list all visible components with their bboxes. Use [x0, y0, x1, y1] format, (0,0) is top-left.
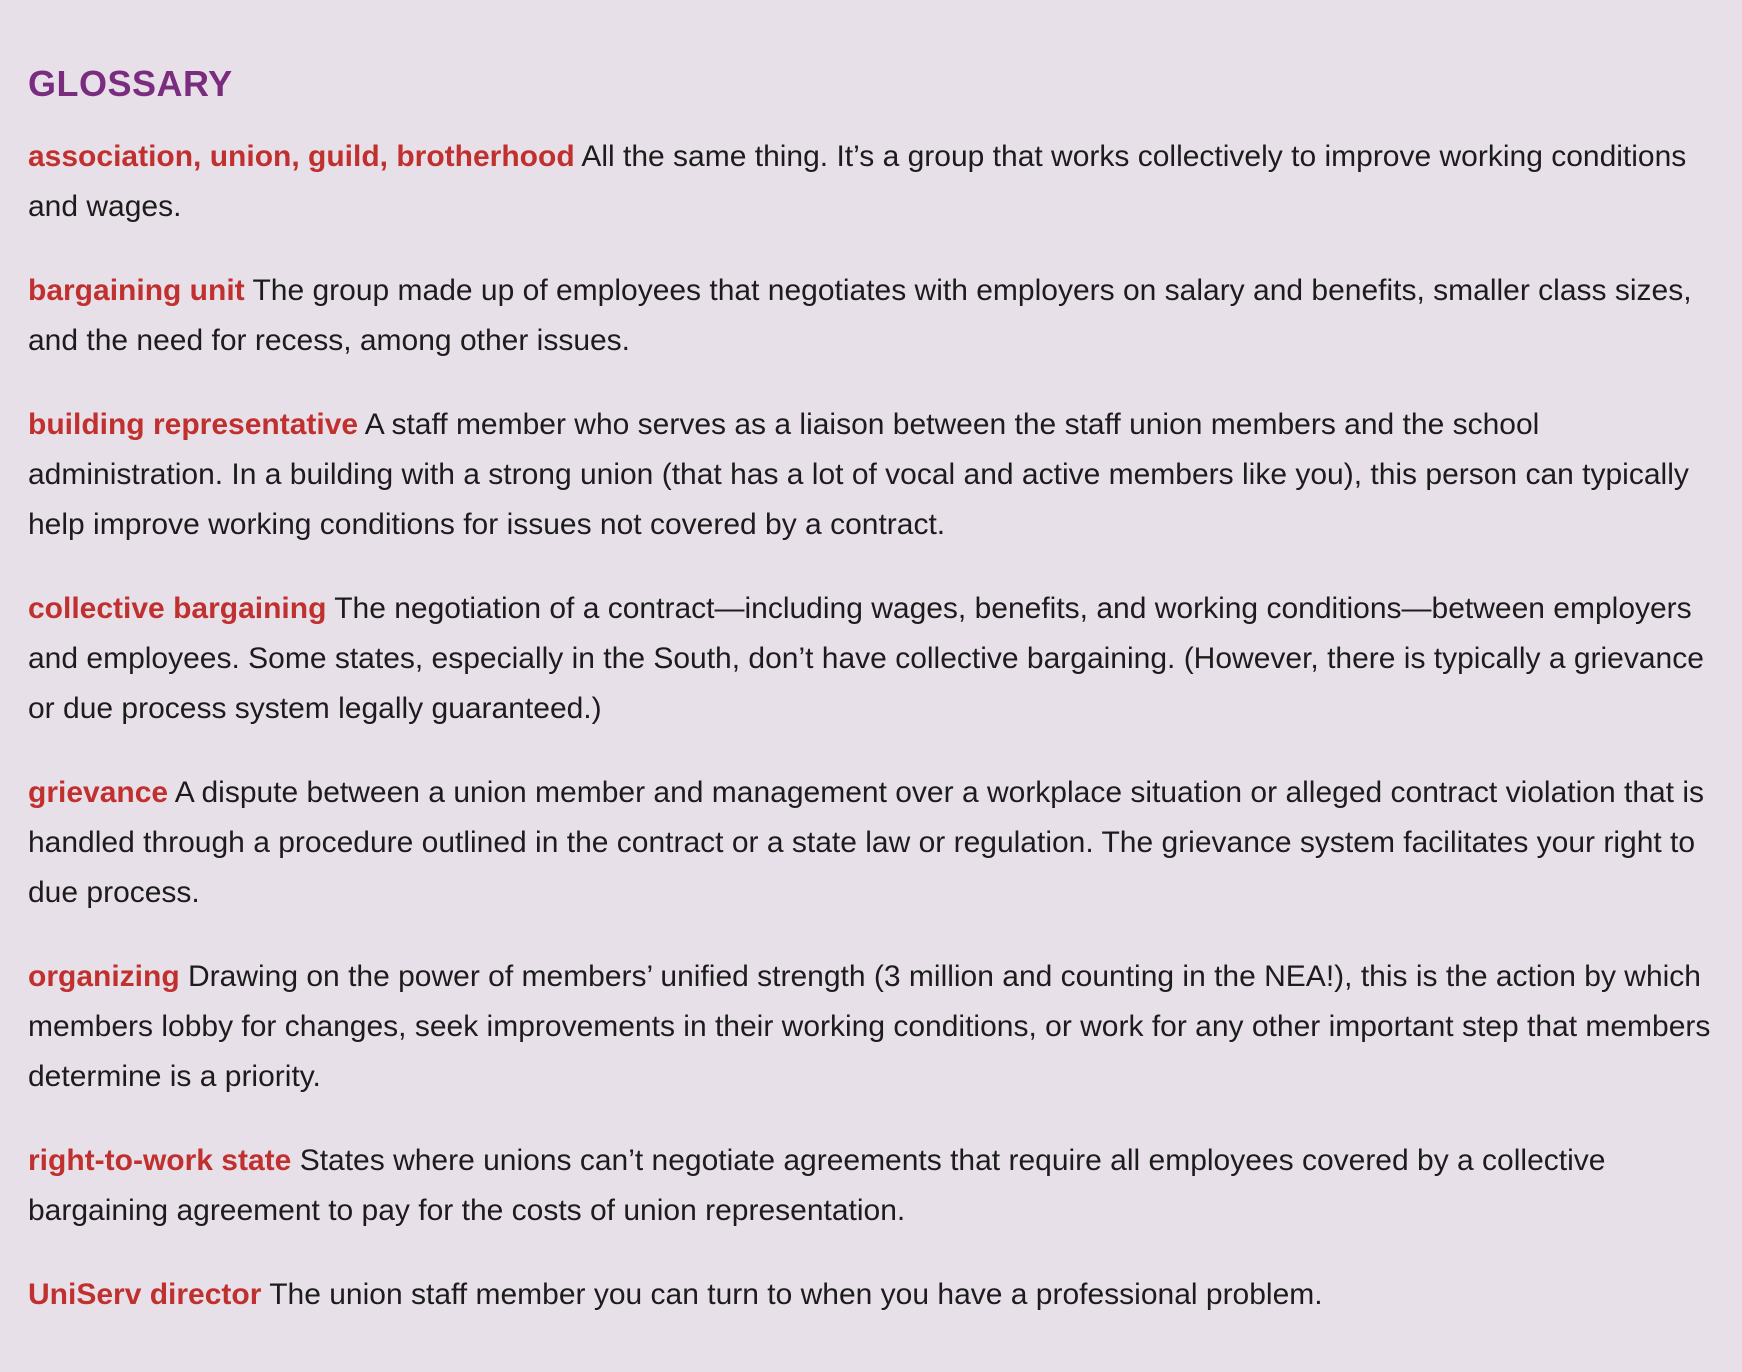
glossary-definition: A dispute between a union member and management over a workplace situation or alleged contract violation that is handled through a procedure outlined in the contract or a state law or regulation. The grievance system facilitates your right to due process. — [28, 776, 1705, 909]
glossary-term: association, union, guild, brotherhood — [28, 140, 575, 173]
glossary-entry — [28, 1270, 1714, 1320]
glossary-term: building representative — [28, 408, 359, 441]
glossary-definition: A staff member who serves as a liaison between the staff union members and the school administration. In a building with a strong union (that has a lot of vocal and active members like you), this person can typically help improve working conditions for issues not covered by a contract. — [28, 408, 1689, 541]
glossary-definition: States where unions can’t negotiate agreements that require all employees covered by a collective bargaining agreement to pay for the costs of union representation. — [28, 1144, 1606, 1227]
glossary-entry — [28, 1136, 1714, 1236]
glossary-entry — [28, 132, 1714, 232]
glossary-definition: Drawing on the power of members’ unified strength (3 million and counting in the NEA!), this is the action by which members lobby for changes, seek improvements in their working conditions, or work for any other important step that members determine is a priority. — [28, 960, 1711, 1093]
glossary-title: GLOSSARY — [28, 63, 233, 104]
glossary-entry — [28, 400, 1714, 550]
glossary-definition: The negotiation of a contract—including wages, benefits, and working conditions—between employers and employees. Some states, especially in the South, don’t have collective bargaining. (However, there is typically a grievance or due process system legally guaranteed.) — [28, 592, 1704, 725]
glossary-definition: All the same thing. It’s a group that works collectively to improve working conditions and wages. — [28, 140, 1687, 223]
glossary-entry — [28, 584, 1714, 734]
glossary-term: UniServ director — [28, 1278, 262, 1311]
glossary-entry — [28, 768, 1714, 918]
glossary-term: right-to-work state — [28, 1144, 292, 1177]
glossary-entry — [28, 952, 1714, 1102]
glossary-term: collective bargaining — [28, 592, 327, 625]
glossary-term: bargaining unit — [28, 274, 245, 307]
glossary-entry — [28, 266, 1714, 366]
glossary-term: organizing — [28, 960, 180, 993]
glossary-definition: The group made up of employees that negotiates with employers on salary and benefits, smaller class sizes, and the need for recess, among other issues. — [28, 274, 1692, 357]
glossary-definition: The union staff member you can turn to when you have a professional problem. — [269, 1278, 1323, 1311]
glossary-term: grievance — [28, 776, 169, 809]
